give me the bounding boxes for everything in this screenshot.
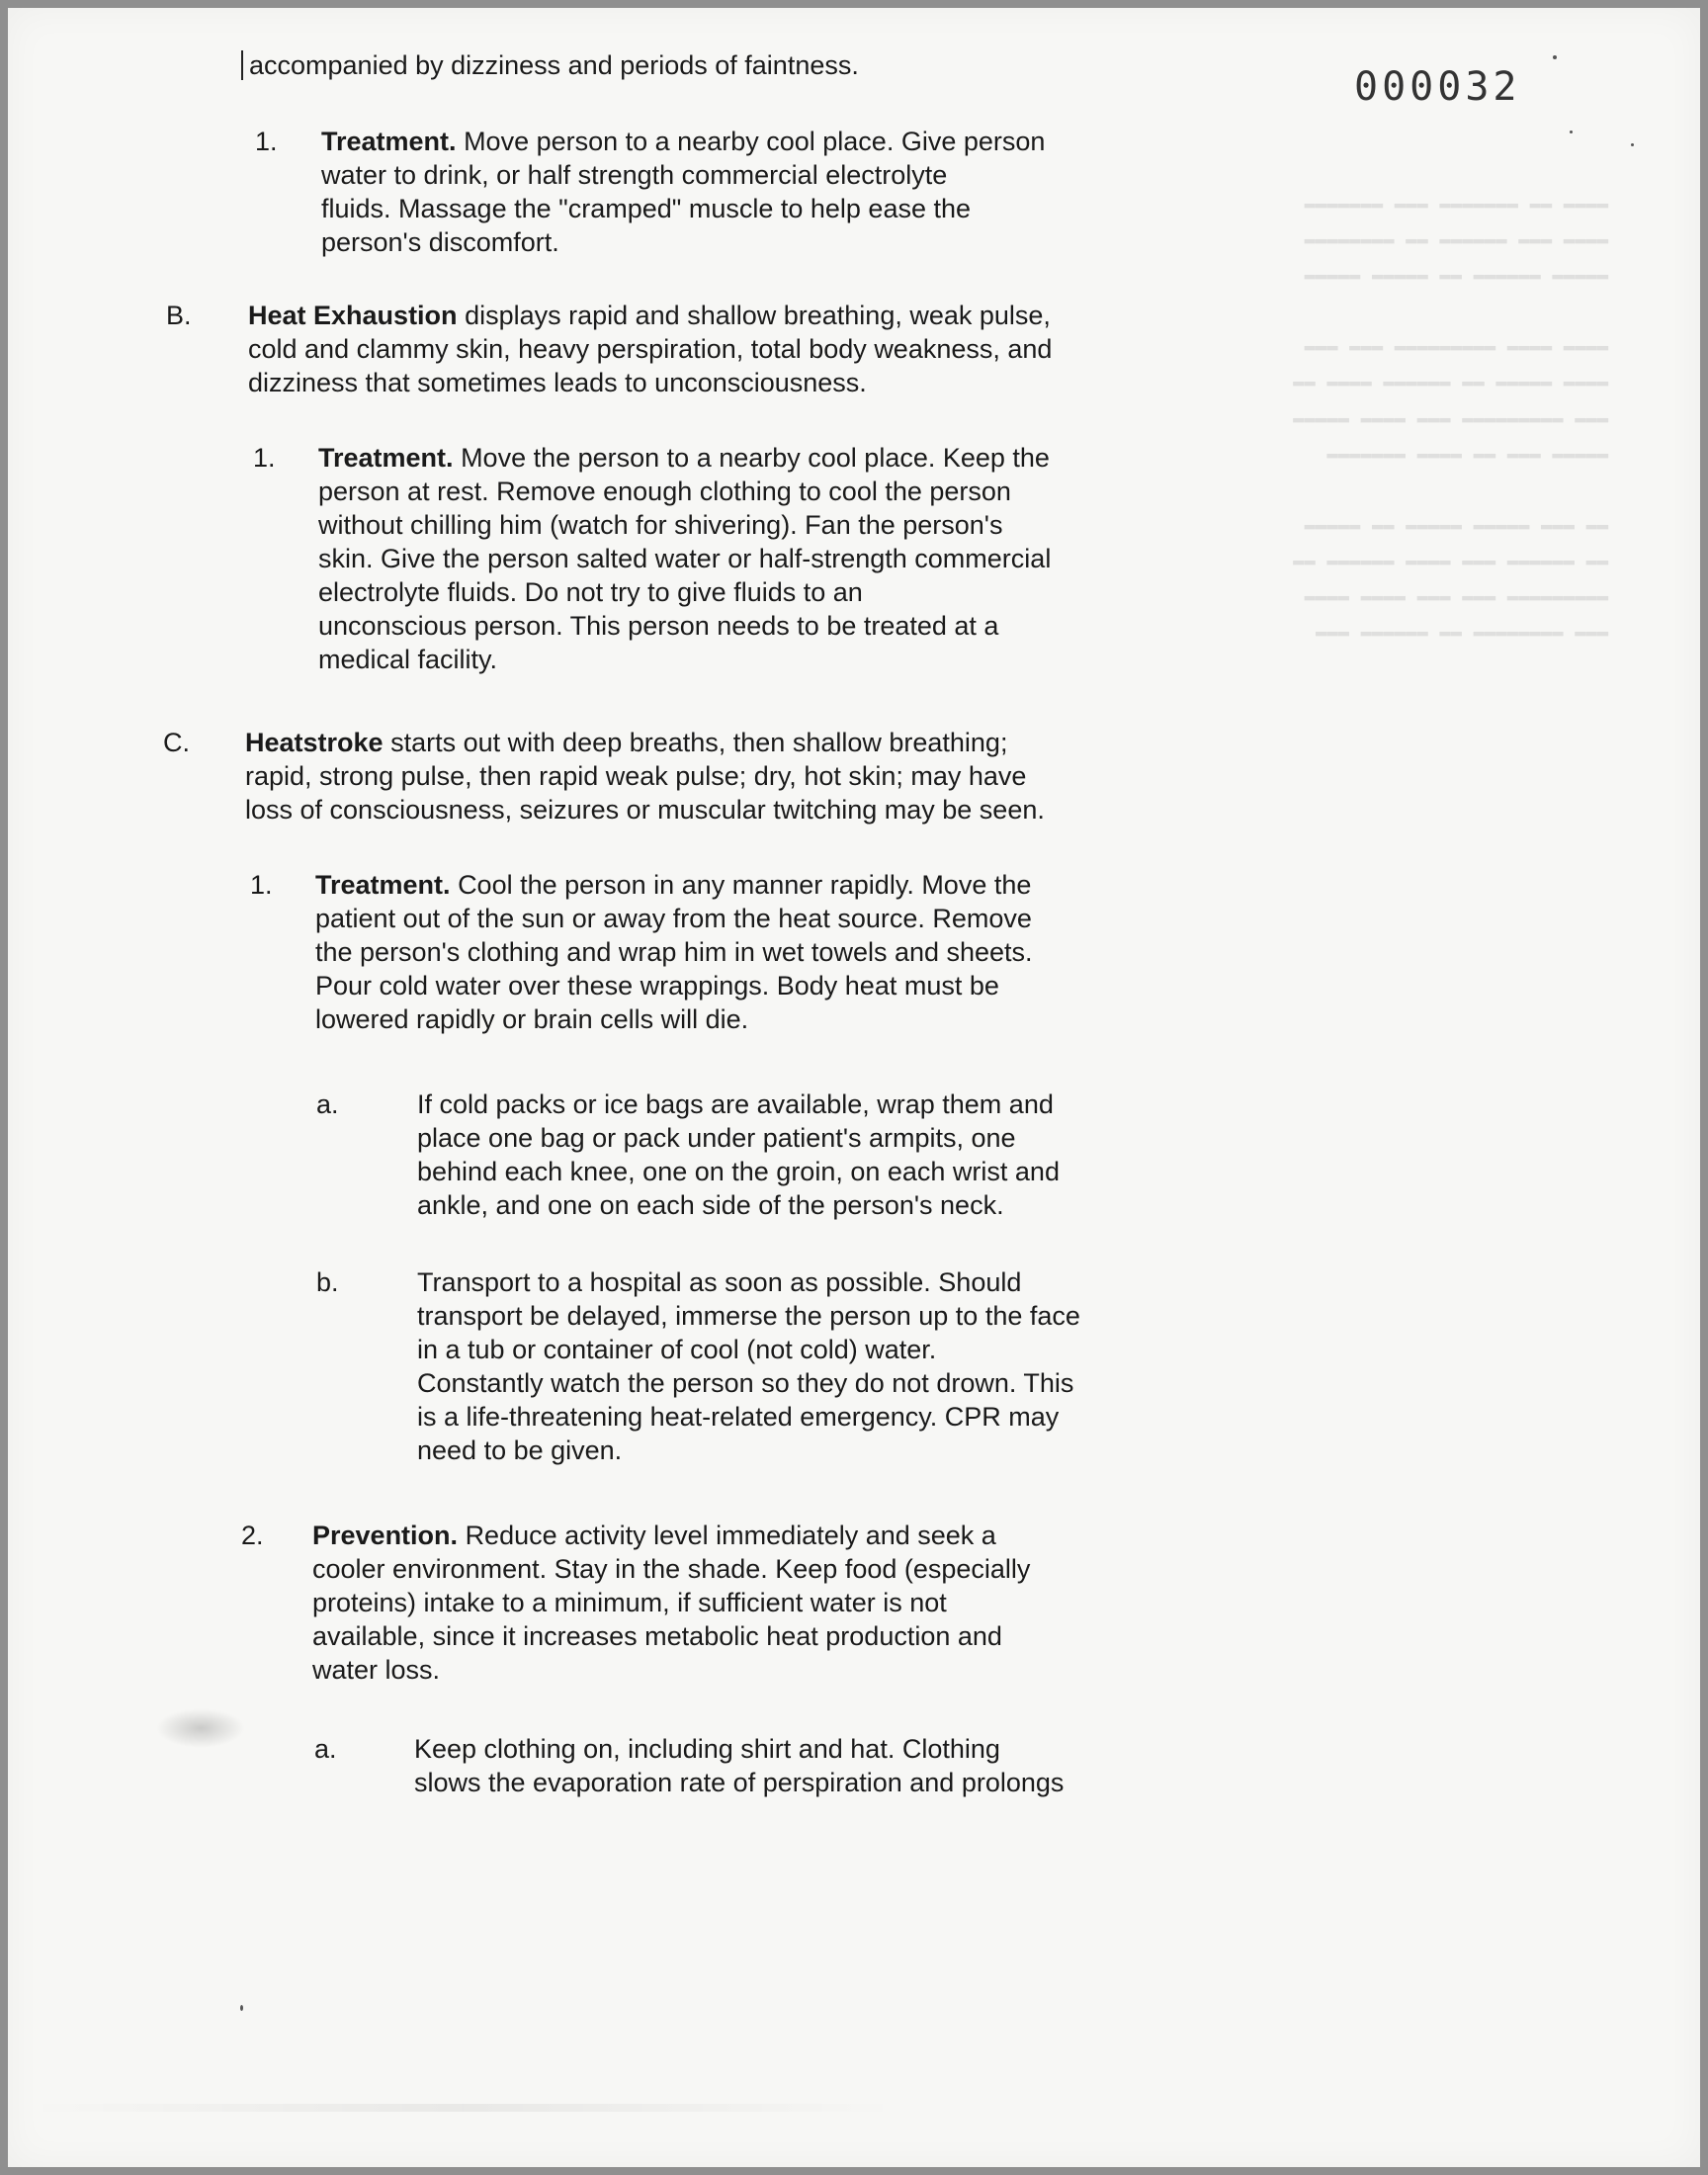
subitem-b-line: transport be delayed, immerse the person up to the face [417,1301,1080,1331]
section-b-letter: B. [166,301,192,330]
subitem-a-marker: a. [316,1089,339,1119]
subitem-b-line: need to be given. [417,1436,623,1465]
subitem-b-line: in a tub or container of cool (not cold) water. [417,1335,937,1364]
prevention-subitem-a-line: Keep clothing on, including shirt and hat. Clothing [414,1734,1000,1764]
prevention-line: water loss. [312,1655,441,1685]
margin-bar [241,50,243,80]
heat-exhaustion-treatment-line: electrolyte fluids. Do not try to give fluids to an [318,577,863,607]
scan-smudge [156,1708,245,1748]
heat-exhaustion-line: dizziness that sometimes leads to unconsciousness. [248,368,867,397]
subitem-b-marker: b. [316,1267,339,1297]
cramps-treatment-number: 1. [255,127,278,156]
prevention-line: available, since it increases metabolic heat production and [312,1621,1002,1651]
heat-exhaustion-treatment-line: Treatment. Move the person to a nearby cool place. Keep the [318,443,1050,473]
subitem-b-line: Transport to a hospital as soon as possible. Should [417,1267,1022,1297]
subitem-b-line: Constantly watch the person so they do not drown. This [417,1368,1074,1398]
subitem-a-line: behind each knee, one on the groin, on each wrist and [417,1157,1060,1186]
heatstroke-treatment-line: Treatment. Cool the person in any manner rapidly. Move the [315,870,1032,900]
heat-exhaustion-treatment-line: skin. Give the person salted water or half-strength commercial [318,544,1052,573]
heatstroke-treatment-line: Pour cold water over these wrappings. Body heat must be [315,971,999,1000]
cramps-treatment-line: person's discomfort. [321,227,559,257]
heatstroke-line: loss of consciousness, seizures or muscular twitching may be seen. [245,795,1045,825]
heat-exhaustion-treatment-line: without chilling him (watch for shivering). Fan the person's [318,510,1003,540]
heatstroke-treatment-line: lowered rapidly or brain cells will die. [315,1004,749,1034]
document-number-stamp: 000032 [1354,64,1521,110]
prevention-number: 2. [241,1521,264,1550]
heatstroke-treatment-number: 1. [250,870,273,900]
subitem-b-line: is a life-threatening heat-related emergency. CPR may [417,1402,1060,1432]
cramps-treatment-line: water to drink, or half strength commercial electrolyte [321,160,948,190]
heatstroke-line: Heatstroke starts out with deep breaths, then shallow breathing; [245,728,1008,757]
heatstroke-treatment-line: patient out of the sun or away from the heat source. Remove [315,904,1032,933]
subitem-a-line: ankle, and one on each side of the person's neck. [417,1190,1004,1220]
cramps-treatment-line: Treatment. Move person to a nearby cool place. Give person [321,127,1046,156]
subitem-a-line: place one bag or pack under patient's armpits, one [417,1123,1016,1153]
scan-artifact [28,2104,897,2112]
section-c-letter: C. [163,728,190,757]
bleed-through: ▬▬▬▬ ▬▬ ▬▬▬▬▬▬▬ ▬▬▬ ▬▬▬▬▬▬▬ ▬▬▬▬ ▬▬▬ ▬▬▬▬▬▬ ▬▬ ▬▬▬▬▬▬▬▬ ▬▬▬▬▬ ▬▬▬▬▬▬ ▬▬ ▬▬▬▬▬ ▬▬▬▬▬ ▬▬▬▬ ▬▬▬▬ ▬▬▬▬▬▬▬▬▬ ▬▬▬ ▬▬▬ ▬▬▬▬ ▬▬▬▬▬ ▬▬ ▬▬▬▬▬▬ ▬▬▬▬ ▬▬ ▬▬▬ ▬▬▬▬▬▬▬▬▬ ▬▬▬ ▬▬▬▬ ▬▬▬▬▬ ▬▬▬▬▬ ▬▬▬ ▬▬ ▬▬▬▬ ▬▬▬▬▬▬▬ ▬▬ ▬▬▬ ▬▬▬▬▬ ▬▬▬▬▬ ▬▬ ▬▬▬▬▬ ▬▬ ▬▬▬▬▬▬ ▬▬▬ ▬▬▬▬ ▬▬▬▬▬▬ ▬▬ ▬▬▬▬▬▬▬▬▬ ▬▬▬ ▬▬▬ ▬▬▬▬ ▬▬▬▬ ▬▬▬ ▬▬▬▬▬▬▬▬ ▬▬ ▬▬▬▬▬▬ ▬▬▬ [1293,193,1609,644]
prevention-line: proteins) intake to a minimum, if sufficient water is not [312,1588,947,1617]
prevention-subitem-a-marker: a. [314,1734,337,1764]
intro-line: accompanied by dizziness and periods of faintness. [241,50,859,81]
cramps-treatment-line: fluids. Massage the "cramped" muscle to help ease the [321,194,972,223]
document-page [8,8,1700,2167]
heat-exhaustion-line: cold and clammy skin, heavy perspiration, total body weakness, and [248,334,1053,364]
heat-exhaustion-treatment-line: unconscious person. This person needs to be treated at a [318,611,999,641]
heat-exhaustion-treatment-number: 1. [253,443,276,473]
heat-exhaustion-treatment-line: medical facility. [318,645,498,674]
prevention-line: Prevention. Reduce activity level immediately and seek a [312,1521,996,1550]
heatstroke-line: rapid, strong pulse, then rapid weak pulse; dry, hot skin; may have [245,761,1027,791]
prevention-subitem-a-line: slows the evaporation rate of perspiration and prolongs [414,1768,1065,1797]
heat-exhaustion-treatment-line: person at rest. Remove enough clothing to cool the person [318,477,1011,506]
prevention-line: cooler environment. Stay in the shade. Keep food (especially [312,1554,1031,1584]
subitem-a-line: If cold packs or ice bags are available, wrap them and [417,1089,1054,1119]
heatstroke-treatment-line: the person's clothing and wrap him in wet towels and sheets. [315,937,1033,967]
heat-exhaustion-line: Heat Exhaustion displays rapid and shallow breathing, weak pulse, [248,301,1051,330]
